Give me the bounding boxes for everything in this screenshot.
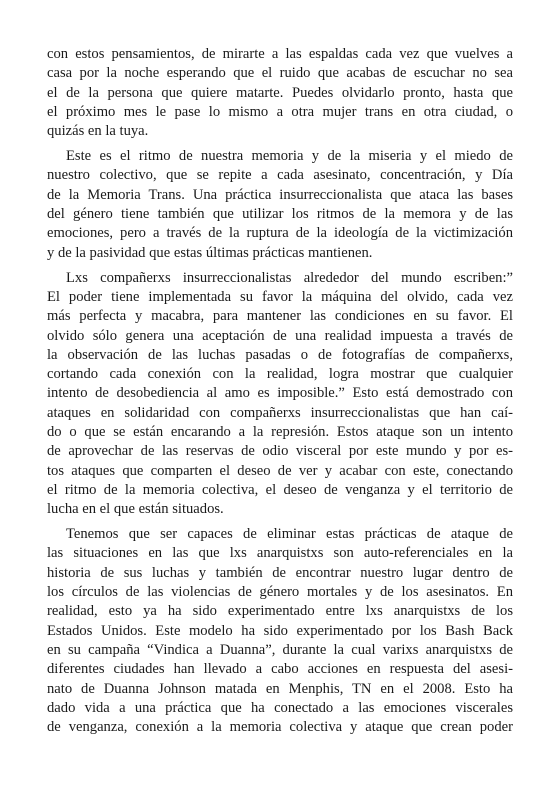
text-line: historia de sus luchas y también de encontrar nuestro lugar dentro de [47,564,513,581]
text-line: cortando cada conexión con la realidad, logra mostrar que cualquier [47,366,513,383]
text-line: y de la pasividad que estas últimas prácticas mantienen. [47,244,373,261]
text-line: dado vida a una práctica que ha conectado a las emociones viscerales [47,699,513,716]
text-line: en su campaña “Vindica a Duanna”, durante la cual varixs anarquistxs de [47,641,513,658]
text-line: quizás en la tuya. [47,123,149,140]
text-line: la observación de las luchas pasadas o de fotografías de compañerxs, [47,346,513,363]
text-line: las situaciones en las que lxs anarquistxs son auto-referenciales en la [47,545,513,562]
text-line: de la Memoria Trans. Una práctica insurreccionalista que ataca las bases [47,186,513,203]
text-line: El poder tiene implementada su favor la máquina del olvido, cada vez [47,288,513,305]
text-line: diferentes ciudades han llevado a cabo acciones en respuesta del asesi- [47,661,513,678]
text-line: más perfecta y macabra, para mantener las condiciones en su favor. El [47,308,513,325]
text-line: Tenemos que ser capaces de eliminar estas prácticas de ataque de [66,526,513,543]
text-line: casa por la noche esperando que el ruido que acabas de escuchar no sea [47,65,513,82]
text-line: ataques en solidaridad con compañerxs insurreccionalistas que han caí- [47,404,513,421]
text-line: de aprovechar de las reservas de odio visceral por este mundo y por es- [47,443,513,460]
text-line: do o que se están encarando a la represión. Estos ataque son un intento [47,424,513,441]
paragraph [47,147,513,263]
text-line: nato de Duanna Johnson matada en Menphis, TN en el 2008. Esto ha [47,680,513,697]
document-page [47,45,513,737]
text-line: tos ataques que comparten el deseo de ver y acabar con este, conectando [47,462,513,479]
text-line: Lxs compañerxs insurreccionalistas alrededor del mundo escriben:” [66,269,513,286]
text-line: el ritmo de la memoria colectiva, el deseo de venganza y el territorio de [47,481,513,498]
paragraph [47,525,513,737]
paragraph [47,269,513,520]
text-line: los círculos de las violencias de género mortales y de los asesinatos. En [47,584,513,601]
text-line: realidad, esto ya ha sido experimentado entre lxs anarquistxs de los [47,603,513,620]
text-line: lucha en el que están situados. [47,501,224,518]
paragraph [47,45,513,141]
text-line: el de la persona que quiere matarte. Puedes olvidarlo pronto, hasta que [47,84,513,101]
text-line: de venganza, conexión a la memoria colectiva y ataque que crean poder [47,719,513,736]
text-line: con estos pensamientos, de mirarte a las espaldas cada vez que vuelves a [47,46,513,62]
text-line: el próximo mes le pase lo mismo a otra mujer trans en otra ciudad, o [47,103,513,120]
text-line: nuestro colectivo, que se repite a cada asesinato, concentración, y Día [47,167,513,184]
text-line: intento de desobediencia al amo es imposible.” Esto está demostrado con [47,385,513,402]
text-line: emociones, pero a través de la ruptura de la ideología de la victimización [47,225,513,242]
text-line: Estados Unidos. Este modelo ha sido experimentado por los Bash Back [47,622,513,639]
text-line: del género tiene también que utilizar los ritmos de la memora y de las [47,206,513,223]
text-line: olvido sólo genera una aceptación de una realidad impuesta a través de [47,327,513,344]
text-line: Este es el ritmo de nuestra memoria y de la miseria y el miedo de [66,148,513,165]
